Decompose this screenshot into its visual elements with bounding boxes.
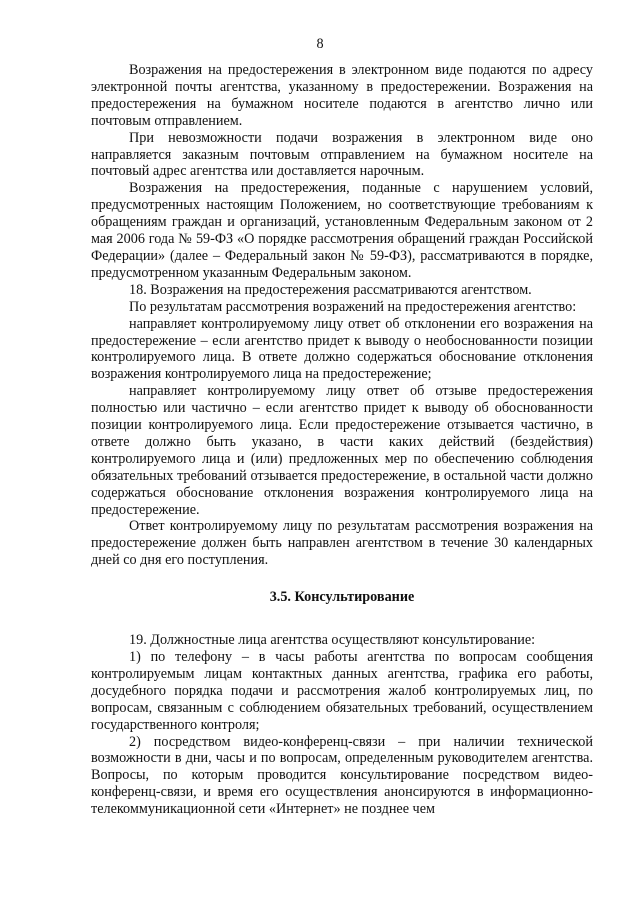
section-heading: 3.5. Консультирование	[269, 589, 415, 606]
paragraph-rejection-response: направляет контролируемому лицу ответ об отклонении его возражения на предостережение – если агентство придет к выводу о необоснованности позиции контролируемого лица. В ответе должно содержаться обоснование отклонения возражения контролируемого лица на предостережение;	[91, 315, 593, 383]
paragraph-phone-consulting: 1) по телефону – в часы работы агентства по вопросам сообщения контролируемым лицам контактных данных агентства, графика его работы, досудебного порядка подачи и рассмотрения жалоб контролируемых лиц, по вопросам, связанным с соблюдением обязательных требований, осуществлением государственного контроля;	[91, 649, 593, 733]
document-body	[91, 62, 593, 818]
paragraph-objection-registered-mail: При невозможности подачи возражения в электронном виде оно направляется заказным почтовым отправлением на бумажном носителе на почтовый адрес агентства или доставляется нарочным.	[91, 129, 593, 180]
paragraph-video-consulting: 2) посредством видео-конференц-связи – при наличии технической возможности в дни, часы и по вопросам, определенным руководителем агентства. Вопросы, по которым проводится консультирование посредством видео-конференц-связи, и время его осуществления анонсируются в информационно-телекоммуникационной сети «Интернет» не позднее чем	[91, 733, 593, 818]
paragraph-objection-violations: Возражения на предостережения, поданные с нарушением условий, предусмотренных настоящим Положением, но соответствующие требованиям к обращениям граждан и организаций, установленным Федеральным законом от 2 мая 2006 года № 59-ФЗ «О порядке рассмотрения обращений граждан Российской Федерации» (далее – Федеральный закон № 59-ФЗ), рассматриваются в порядке, предусмотренном указанным Федеральным законом.	[91, 180, 593, 281]
paragraph-withdrawal-response: направляет контролируемому лицу ответ об отзыве предостережения полностью или частично – если агентство придет к выводу об обоснованности позиции контролируемого лица. Если предостережение отзывается частично, в ответе должно быть указано, в части каких действий (бездействия) контролируемого лица и (или) предложенных мер по обеспечению соблюдения обязательных требований отзывается предостережение, в остальной части должно содержаться обоснование отклонения возражения контролируемого лица на предостережение.	[91, 383, 593, 518]
paragraph-review-results: По результатам рассмотрения возражений на предостережения агентство:	[129, 298, 577, 315]
page-number: 8	[316, 36, 324, 52]
paragraph-item-18: 18. Возражения на предостережения рассматриваются агентством.	[129, 281, 532, 298]
paragraph-response-deadline: Ответ контролируемому лицу по результатам рассмотрения возражения на предостережение должен быть направлен агентством в течение 30 календарных дней со дня его поступления.	[91, 518, 593, 569]
paragraph-item-19: 19. Должностные лица агентства осуществляют консультирование:	[129, 632, 536, 649]
paragraph-objection-electronic: Возражения на предостережения в электронном виде подаются по адресу электронной почты агентства, указанному в предостережении. Возражения на предостережения на бумажном носителе подаются в агентство лично или почтовым отправлением.	[91, 62, 593, 129]
